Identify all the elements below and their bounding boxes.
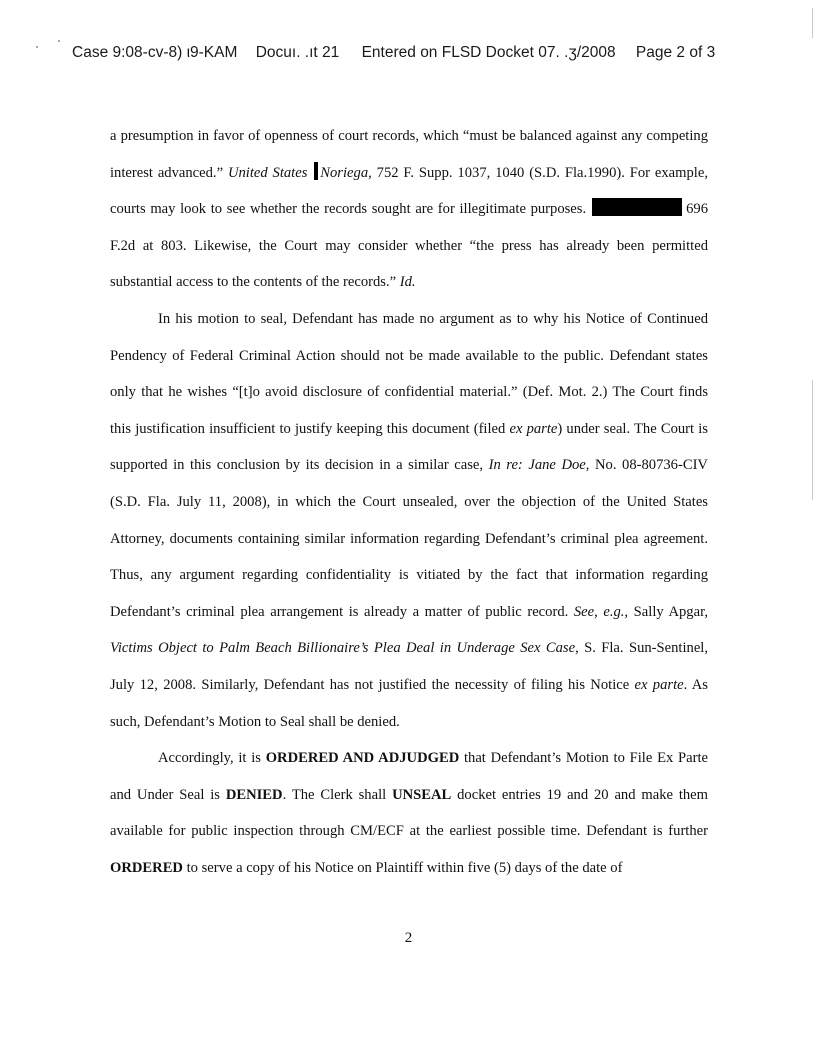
text-run: ) under seal. The Court is supported in this conclusion by its decision in a similar case,	[110, 420, 708, 474]
scan-edge-mark	[812, 380, 813, 500]
text-run: In his motion to seal, Defendant has made no argument as to why his Notice of Continued Pendency of Federal Criminal Action should not be made available to the public. Defendant states only that he wishes “[t]o avoid disclosure of confidential material.” (Def. Mot. 2.) The Court finds this justification insufficient to justify keeping this document (filed	[110, 310, 708, 437]
ordered-adjudged-bold: ORDERED AND ADJUDGED	[265, 750, 460, 767]
case-citation-italic: Noriega	[320, 164, 369, 181]
paragraph-motion-to-seal	[110, 301, 708, 740]
page-indicator: Page 2 of 3	[635, 44, 716, 61]
scan-speck	[58, 40, 60, 42]
ordered-bold: ORDERED	[110, 859, 183, 876]
document-number: Docuı. .ıt 21	[255, 44, 340, 61]
id-citation: Id.	[399, 274, 416, 291]
italic-term: ex parte	[509, 420, 558, 437]
text-run: , No. 08-80736-CIV (S.D. Fla. July 11, 2008), in which the Court unsealed, over the objection of the United States Attorney, documents containing similar information regarding Defendant’s criminal plea agreement. Thus, any argument regarding confidentiality is vitiated by the fact that information regarding Defendant’s criminal plea arrangement is already a matter of public record.	[110, 457, 708, 620]
text-run: . The Clerk shall	[282, 786, 393, 803]
redaction-mark	[314, 162, 318, 180]
text-run: , 752 F. Supp. 1037, 1040 (S.D. Fla.1990). For example, courts may look to see whether the records sought are for illegitimate purposes.	[110, 164, 708, 218]
text-run: , S. Fla. Sun-Sentinel, July 12, 2008. Similarly, Defendant has not justified the necessity of filing his Notice	[110, 640, 708, 693]
scan-speck	[36, 46, 38, 48]
paragraph-order	[110, 740, 708, 886]
order-body	[110, 118, 708, 886]
scan-edge-mark	[812, 8, 813, 38]
text-run: Accordingly, it is	[158, 750, 266, 767]
case-citation-italic: United States	[227, 164, 313, 181]
case-citation-italic: In re: Jane Doe	[488, 457, 586, 474]
text-run: to serve a copy of his Notice on Plaintiff within five (5) days of the date of	[182, 859, 623, 876]
unseal-bold: UNSEAL	[392, 786, 452, 803]
page-number: 2	[404, 930, 413, 946]
text-run: that Defendant’s Motion to File Ex Parte and Under Seal is	[110, 750, 708, 803]
article-title-italic: Victims Object to Palm Beach Billionaire’s Plea Deal in Underage Sex Case	[110, 640, 576, 657]
text-run: docket entries 19 and 20 and make them available for public inspection through CM/ECF at the earliest possible time. Defendant is further	[110, 786, 708, 840]
redaction-box	[592, 198, 682, 216]
paragraph-openness	[110, 118, 708, 301]
text-run: 696 F.2d at 803. Likewise, the Court may consider whether “the press has already been permitted substantial access to the contents of the records.”	[110, 201, 708, 291]
text-run: Sally Apgar,	[628, 603, 708, 620]
denied-bold: DENIED	[225, 786, 283, 803]
text-run: a presumption in favor of openness of court records, which “must be balanced against any competing interest advanced.”	[110, 128, 708, 181]
text-run: . As such, Defendant’s Motion to Seal shall be denied.	[110, 676, 708, 730]
docket-entry-date: Entered on FLSD Docket 07. .ʒ/2008	[361, 44, 616, 61]
filing-header	[72, 44, 772, 62]
case-number: Case 9:08-cv-8) ι9-KAM	[72, 44, 238, 61]
signal-italic: See, e.g.,	[573, 603, 629, 620]
italic-term: ex parte	[634, 676, 684, 693]
